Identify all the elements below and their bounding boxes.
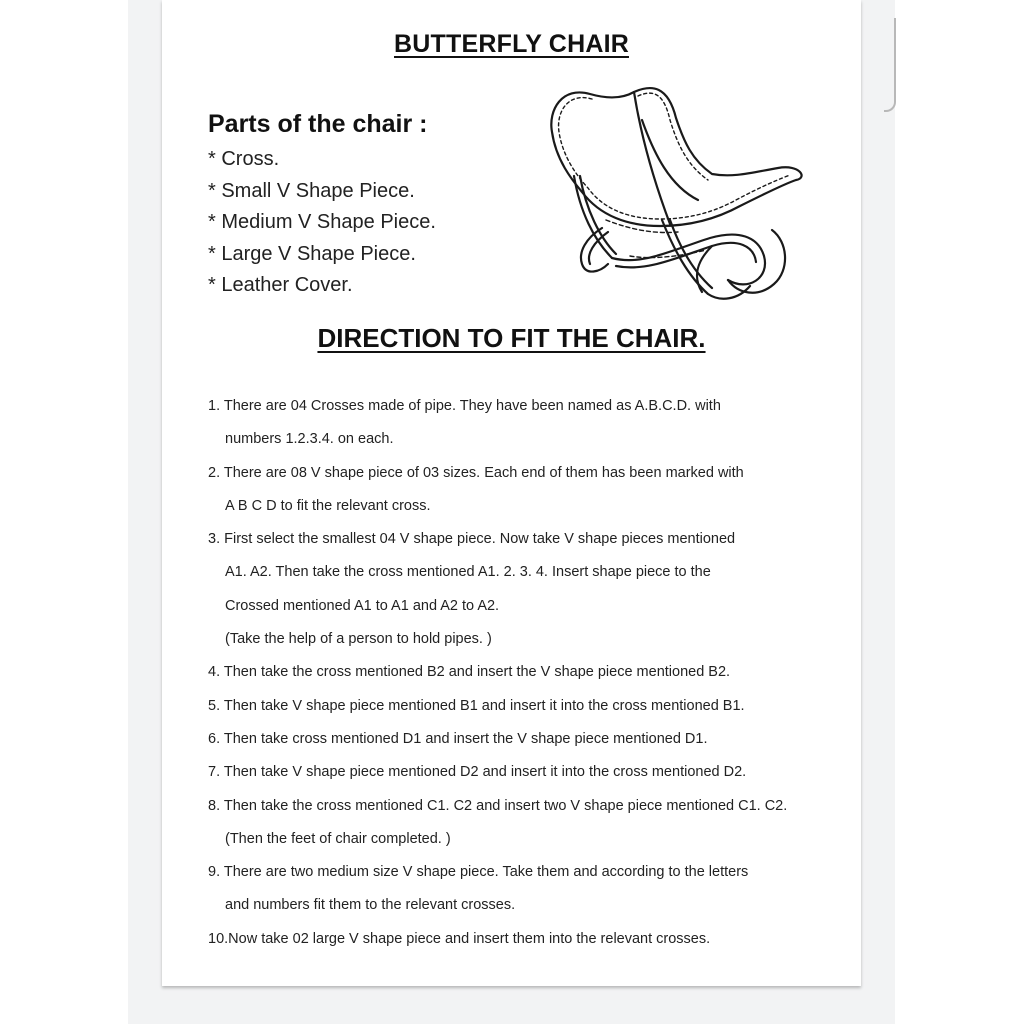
list-item: 8. Then take the cross mentioned C1. C2 and insert two V shape piece mentioned C1. C2. bbox=[208, 797, 788, 814]
scrollbar[interactable] bbox=[884, 18, 896, 112]
list-item: 9. There are two medium size V shape piece. Take them and according to the letters bbox=[208, 864, 749, 881]
list-item: * Large V Shape Piece. bbox=[208, 242, 416, 265]
instruction-sheet bbox=[162, 0, 861, 986]
page-title: BUTTERFLY CHAIR bbox=[394, 30, 629, 58]
butterfly-chair-icon bbox=[542, 80, 812, 310]
list-item: (Then the feet of chair completed. ) bbox=[225, 830, 451, 847]
list-item: 5. Then take V shape piece mentioned B1 and insert it into the cross mentioned B1. bbox=[208, 697, 745, 714]
list-item: 7. Then take V shape piece mentioned D2 and insert it into the cross mentioned D2. bbox=[208, 764, 747, 781]
list-item: A B C D to fit the relevant cross. bbox=[225, 497, 431, 514]
list-item: A1. A2. Then take the cross mentioned A1. 2. 3. 4. Insert shape piece to the bbox=[225, 564, 711, 581]
list-item: numbers 1.2.3.4. on each. bbox=[225, 431, 394, 448]
steps-list bbox=[208, 390, 848, 956]
list-item: 3. First select the smallest 04 V shape piece. Now take V shape pieces mentioned bbox=[208, 531, 736, 548]
list-item: * Medium V Shape Piece. bbox=[208, 211, 436, 233]
list-item: 2. There are 08 V shape piece of 03 sizes. Each end of them has been marked with bbox=[208, 464, 744, 481]
list-item: * Leather Cover. bbox=[208, 274, 353, 296]
parts-heading: Parts of the chair : bbox=[208, 110, 428, 138]
list-item: 10.Now take 02 large V shape piece and insert them into the relevant crosses. bbox=[208, 930, 711, 947]
parts-list bbox=[208, 144, 436, 302]
directions-heading: DIRECTION TO FIT THE CHAIR. bbox=[317, 323, 706, 353]
list-item: 1. There are 04 Crosses made of pipe. They have been named as A.B.C.D. with bbox=[208, 398, 721, 414]
list-item: and numbers fit them to the relevant crosses. bbox=[225, 897, 516, 914]
list-item: * Small V Shape Piece. bbox=[208, 179, 415, 202]
list-item: Crossed mentioned A1 to A1 and A2 to A2. bbox=[225, 597, 500, 614]
list-item: 6. Then take cross mentioned D1 and insert the V shape piece mentioned D1. bbox=[208, 730, 708, 747]
list-item: 4. Then take the cross mentioned B2 and insert the V shape piece mentioned B2. bbox=[208, 664, 731, 681]
list-item: * Cross. bbox=[208, 148, 280, 170]
list-item: (Take the help of a person to hold pipes. ) bbox=[225, 631, 492, 648]
